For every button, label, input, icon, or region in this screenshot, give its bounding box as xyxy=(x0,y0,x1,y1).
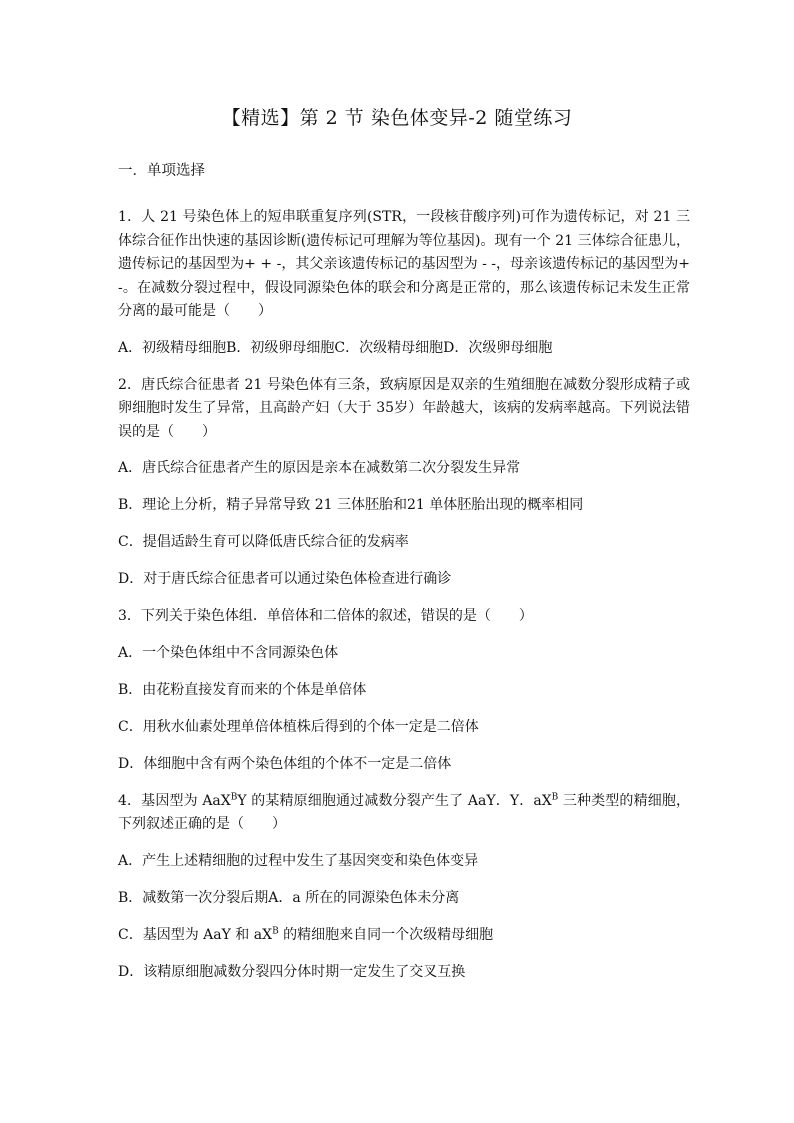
section-heading: 一．单项选择 xyxy=(118,163,205,179)
question-4-option-c-sup: B xyxy=(272,925,279,936)
question-3-stem: 3．下列关于染色体组．单倍体和二倍体的叙述，错误的是（ ） xyxy=(118,608,533,624)
questions-area xyxy=(118,206,690,998)
question-4-stem-sup1: B xyxy=(230,791,238,802)
question-3-option-d: D．体细胞中含有两个染色体组的个体不一定是二倍体 xyxy=(118,755,452,772)
question-1-stem: 1．人 21 号染色体上的短串联重复序列(STR，一段核苷酸序列)可作为遗传标记，对 21 三体综合征作出快速的基因诊断(遗传标记可理解为等位基因)。现有一个 21 三体综合征患儿，遗传标记的基因型为+ + -，其父亲该遗传标记的基因型为 - -，母亲该遗传标记的基因型为+ -。在减数分裂过程中，假设同源染色体的联会和分离是正常的，那么该遗传标记未发生正常分离的最可能是（ ） xyxy=(118,209,690,319)
question-3-option-b: B．由花粉直接发育而来的个体是单倍体 xyxy=(118,681,367,698)
question-4-stem-part1: 4．基因型为 AaX xyxy=(118,792,231,809)
question-4-option-d: D．该精原细胞减数分裂四分体时期一定发生了交叉互换 xyxy=(118,963,466,980)
question-3-option-a: A．一个染色体组中不含同源染色体 xyxy=(118,644,339,661)
question-2-option-a: A．唐氏综合征患者产生的原因是亲本在减数第二次分裂发生异常 xyxy=(118,460,521,476)
question-4-stem xyxy=(118,790,690,837)
question-1-options: A．初级精母细胞B．初级卵母细胞C．次级精母细胞D．次级卵母细胞 xyxy=(118,339,553,356)
question-4-stem-sup2: B xyxy=(551,791,559,802)
question-4-option-c-part2: 的精细胞来自同一个次级精母细胞 xyxy=(278,926,494,943)
question-4-option-c-part1: C．基因型为 AaY 和 aX xyxy=(118,926,273,943)
question-4-option-c xyxy=(118,924,690,948)
question-2-option-d: D．对于唐氏综合征患者可以通过染色体检查进行确诊 xyxy=(118,571,452,587)
question-3-option-c: C．用秋水仙素处理单倍体植株后得到的个体一定是二倍体 xyxy=(118,718,479,735)
question-2-option-c: C．提倡适龄生育可以降低唐氏综合征的发病率 xyxy=(118,534,409,550)
question-2-stem: 2．唐氏综合征患者 21 号染色体有三条，致病原因是双亲的生殖细胞在减数分裂形成精子或卵细胞时发生了异常，且高龄产妇（大于 35岁）年龄越大，该病的发病率越高。下列说法错误的是（ ） xyxy=(118,376,690,440)
question-4-stem-part3: 三种类型的精细胞，下列叙述正确的是（ ） xyxy=(118,792,690,832)
question-4-option-b: B．减数第一次分裂后期A．a 所在的同源染色体未分离 xyxy=(118,889,460,906)
question-2-option-b: B．理论上分析，精子异常导致 21 三体胚胎和21 单体胚胎出现的概率相同 xyxy=(118,497,584,513)
question-4-stem-part2: Y 的某精原细胞通过减数分裂产生了 AaY．Y．aX xyxy=(237,792,552,809)
document-title: 【精选】第 2 节 染色体变异-2 随堂练习 xyxy=(221,107,573,129)
question-4-option-a: A．产生上述精细胞的过程中发生了基因突变和染色体变异 xyxy=(118,852,479,869)
